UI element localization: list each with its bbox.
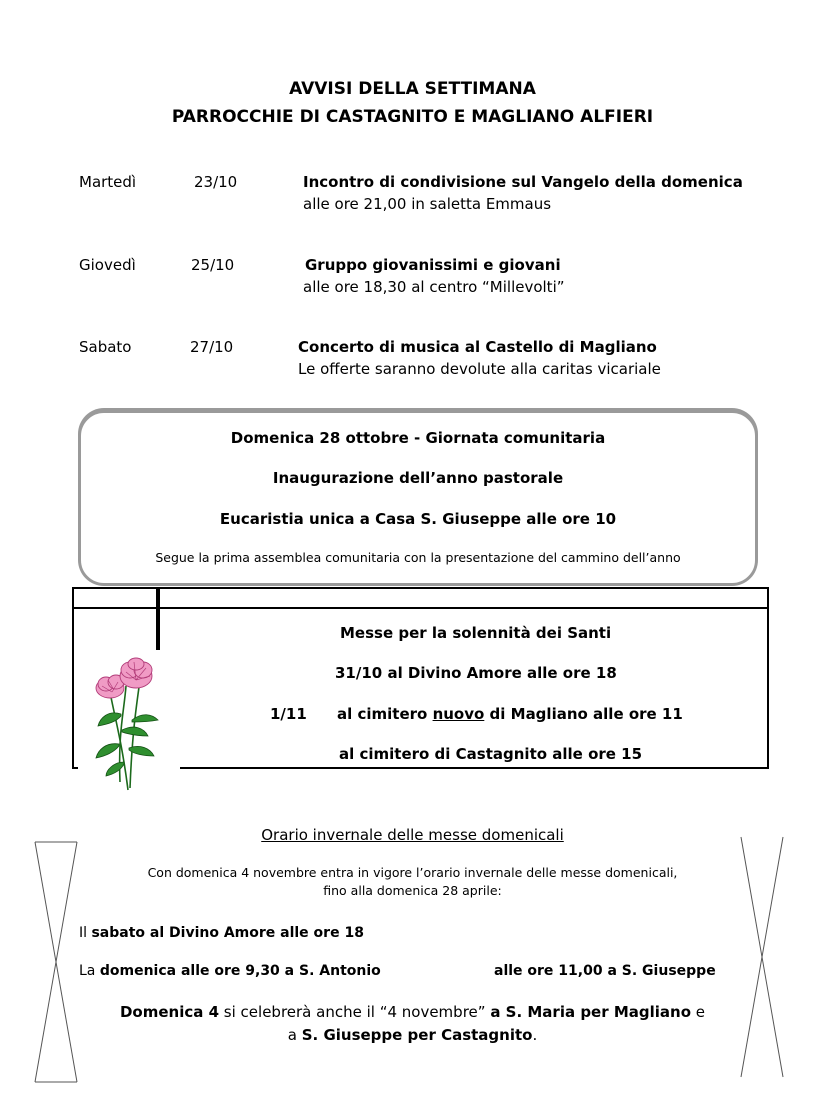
flower-illustration [88,652,166,794]
event-title: Gruppo giovanissimi e giovani [305,256,561,274]
table-border-bottom-left [72,767,78,769]
table-border-header [72,607,769,609]
orario-title: Orario invernale delle messe domenicali [261,826,564,844]
callout-line: Inaugurazione dell’anno pastorale [272,469,564,487]
underlined-word: nuovo [432,705,485,723]
callout-heading: Domenica 28 ottobre - Giornata comunitaria [230,429,606,447]
event-title: Incontro di condivisione sul Vangelo della domenica [303,173,743,191]
orario-note: a S. Giuseppe per Castagnito. [287,1026,538,1044]
table-border-bottom [180,767,769,769]
table-border-right [767,587,769,769]
callout-note: Segue la prima assemblea comunitaria con la presentazione del cammino dell’anno [155,550,681,565]
orario-note: Domenica 4 si celebrerà anche il “4 novembre” a S. Maria per Magliano e [119,1003,706,1021]
event-date: 23/10 [194,173,238,191]
santi-line: al cimitero nuovo di Magliano alle ore 11 [337,705,683,723]
event-date: 25/10 [191,256,235,274]
santi-line: 31/10 al Divino Amore alle ore 18 [335,664,617,682]
table-border-left [72,587,74,769]
event-detail: alle ore 21,00 in saletta Emmaus [303,195,552,213]
event-day: Giovedì [79,256,136,274]
table-border-column [156,587,160,650]
orario-saturday: Il sabato al Divino Amore alle ore 18 [79,925,364,941]
event-date: 27/10 [190,338,234,356]
orario-intro: fino alla domenica 28 aprile: [323,883,502,898]
event-detail: alle ore 18,30 al centro “Millevolti” [303,278,565,296]
santi-title: Messe per la solennità dei Santi [340,624,612,642]
table-border-top [72,587,769,589]
event-title: Concerto di musica al Castello di Magliano [298,338,657,356]
event-day: Martedì [79,173,137,191]
orario-intro: Con domenica 4 novembre entra in vigore l’orario invernale delle messe domenicali, [147,865,678,880]
santi-line: al cimitero di Castagnito alle ore 15 [339,745,643,763]
event-day: Sabato [79,338,132,356]
orario-sunday: La domenica alle ore 9,30 a S. Antonio [79,963,381,979]
callout-line: Eucaristia unica a Casa S. Giuseppe alle ore 10 [219,510,617,528]
page-title: AVVISI DELLA SETTIMANA [289,79,536,99]
event-detail: Le offerte saranno devolute alla caritas vicariale [298,360,661,378]
orario-sunday-second: alle ore 11,00 a S. Giuseppe [494,963,716,979]
page-subtitle: PARROCCHIE DI CASTAGNITO E MAGLIANO ALFIERI [171,107,654,127]
santi-date: 1/11 [270,705,307,723]
